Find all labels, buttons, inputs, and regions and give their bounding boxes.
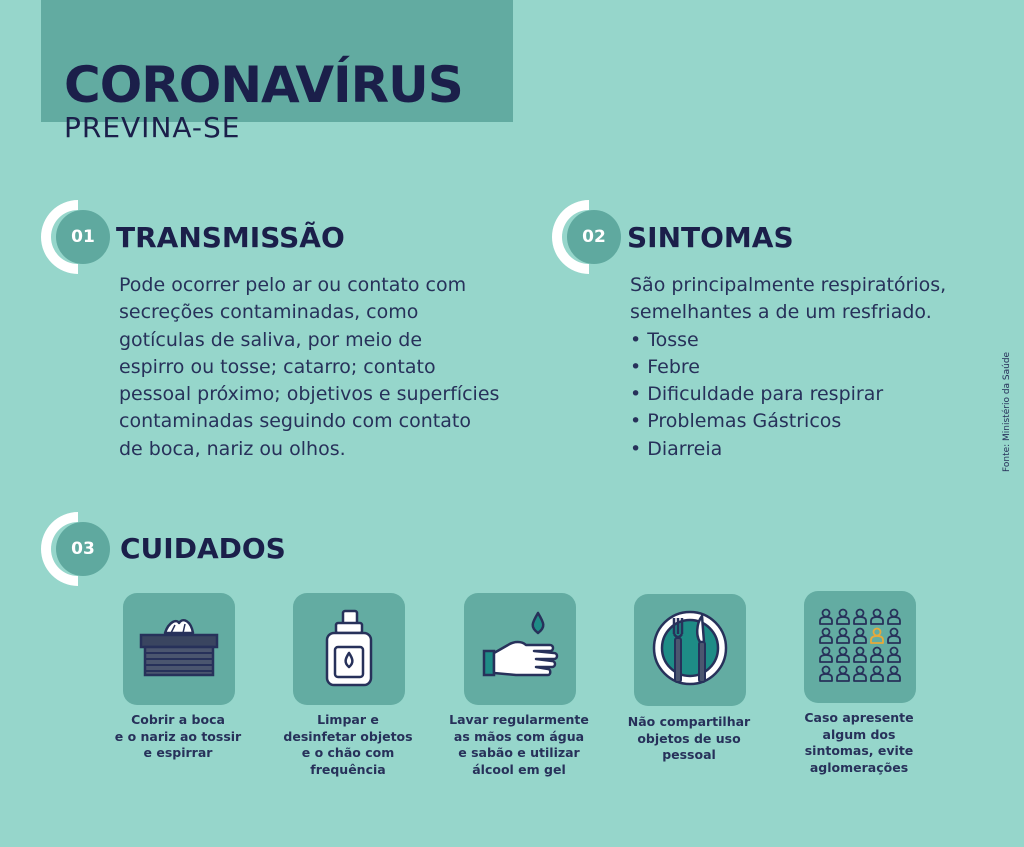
person-icon xyxy=(888,629,900,644)
person-icon xyxy=(837,610,849,625)
care-card-cover-mouth xyxy=(123,593,235,705)
person-icon xyxy=(820,610,832,625)
text-line: Pode ocorrer pelo ar ou contato com xyxy=(119,274,467,296)
person-icon xyxy=(888,667,900,682)
list-item: • Problemas Gástricos xyxy=(630,408,970,435)
care-card-no-sharing xyxy=(634,594,746,706)
person-icon xyxy=(888,610,900,625)
sanitizer-bottle-icon xyxy=(293,593,405,705)
section-number: 01 xyxy=(71,227,95,247)
person-icon xyxy=(871,610,883,625)
section-title-care: CUIDADOS xyxy=(120,532,286,565)
text-line: espirro ou tosse; catarro; contato xyxy=(119,355,436,378)
symptoms-list xyxy=(630,327,970,463)
person-icon xyxy=(820,629,832,644)
care-card-wash-hands xyxy=(464,593,576,705)
section-badge-care xyxy=(41,512,115,586)
person-icon xyxy=(837,667,849,682)
list-item: • Febre xyxy=(630,354,970,381)
care-caption: Limpar e desinfetar objetos e o chão com frequência xyxy=(283,712,413,777)
transmission-text xyxy=(119,272,519,463)
person-icon xyxy=(871,629,883,644)
page-subtitle: PREVINA-SE xyxy=(64,111,241,144)
text-line: gotículas de saliva, por meio de xyxy=(119,328,423,351)
person-icon xyxy=(837,648,849,663)
section-title-symptoms: SINTOMAS xyxy=(627,221,794,254)
text-line: de boca, nariz ou olhos. xyxy=(119,437,346,460)
person-icon xyxy=(820,648,832,663)
hand-washing-icon xyxy=(464,593,576,705)
care-caption: Lavar regularmente as mãos com água e sabão e utilizar álcool em gel xyxy=(449,712,589,777)
care-card-disinfect xyxy=(293,593,405,705)
person-icon xyxy=(871,648,883,663)
text-line: semelhantes a de um resfriado. xyxy=(630,301,932,324)
tissue-box-icon xyxy=(123,593,235,705)
person-icon xyxy=(837,629,849,644)
person-icon xyxy=(854,648,866,663)
care-caption: Não compartilhar objetos de uso pessoal xyxy=(627,714,751,762)
person-icon xyxy=(854,610,866,625)
plate-cutlery-icon xyxy=(634,594,746,706)
crowd-icon xyxy=(804,591,916,703)
section-title-transmission: TRANSMISSÃO xyxy=(116,221,345,254)
care-caption: Caso apresente algum dos sintomas, evite aglomerações xyxy=(804,710,914,775)
page-title: CORONAVÍRUS xyxy=(64,56,463,114)
person-icon xyxy=(854,667,866,682)
care-caption: Cobrir a boca e o nariz ao tossir e espirrar xyxy=(114,712,242,760)
text-line: São principalmente respiratórios, xyxy=(630,274,947,296)
list-item: • Dificuldade para respirar xyxy=(630,381,970,408)
section-number: 03 xyxy=(71,539,95,559)
section-badge-transmission xyxy=(41,200,115,274)
person-icon xyxy=(888,648,900,663)
text-line: contaminadas seguindo com contato xyxy=(119,410,471,433)
person-icon xyxy=(820,667,832,682)
section-badge-symptoms xyxy=(552,200,626,274)
source-note: Fonte: Ministério da Saúde xyxy=(1002,351,1012,472)
symptoms-text xyxy=(630,272,970,463)
person-icon xyxy=(871,667,883,682)
section-number: 02 xyxy=(582,227,606,247)
list-item: • Tosse xyxy=(630,327,970,354)
care-card-avoid-crowds xyxy=(804,591,916,703)
list-item: • Diarreia xyxy=(630,436,970,463)
text-line: pessoal próximo; objetivos e superfícies xyxy=(119,383,500,406)
text-line: secreções contaminadas, como xyxy=(119,301,419,324)
person-icon xyxy=(854,629,866,644)
